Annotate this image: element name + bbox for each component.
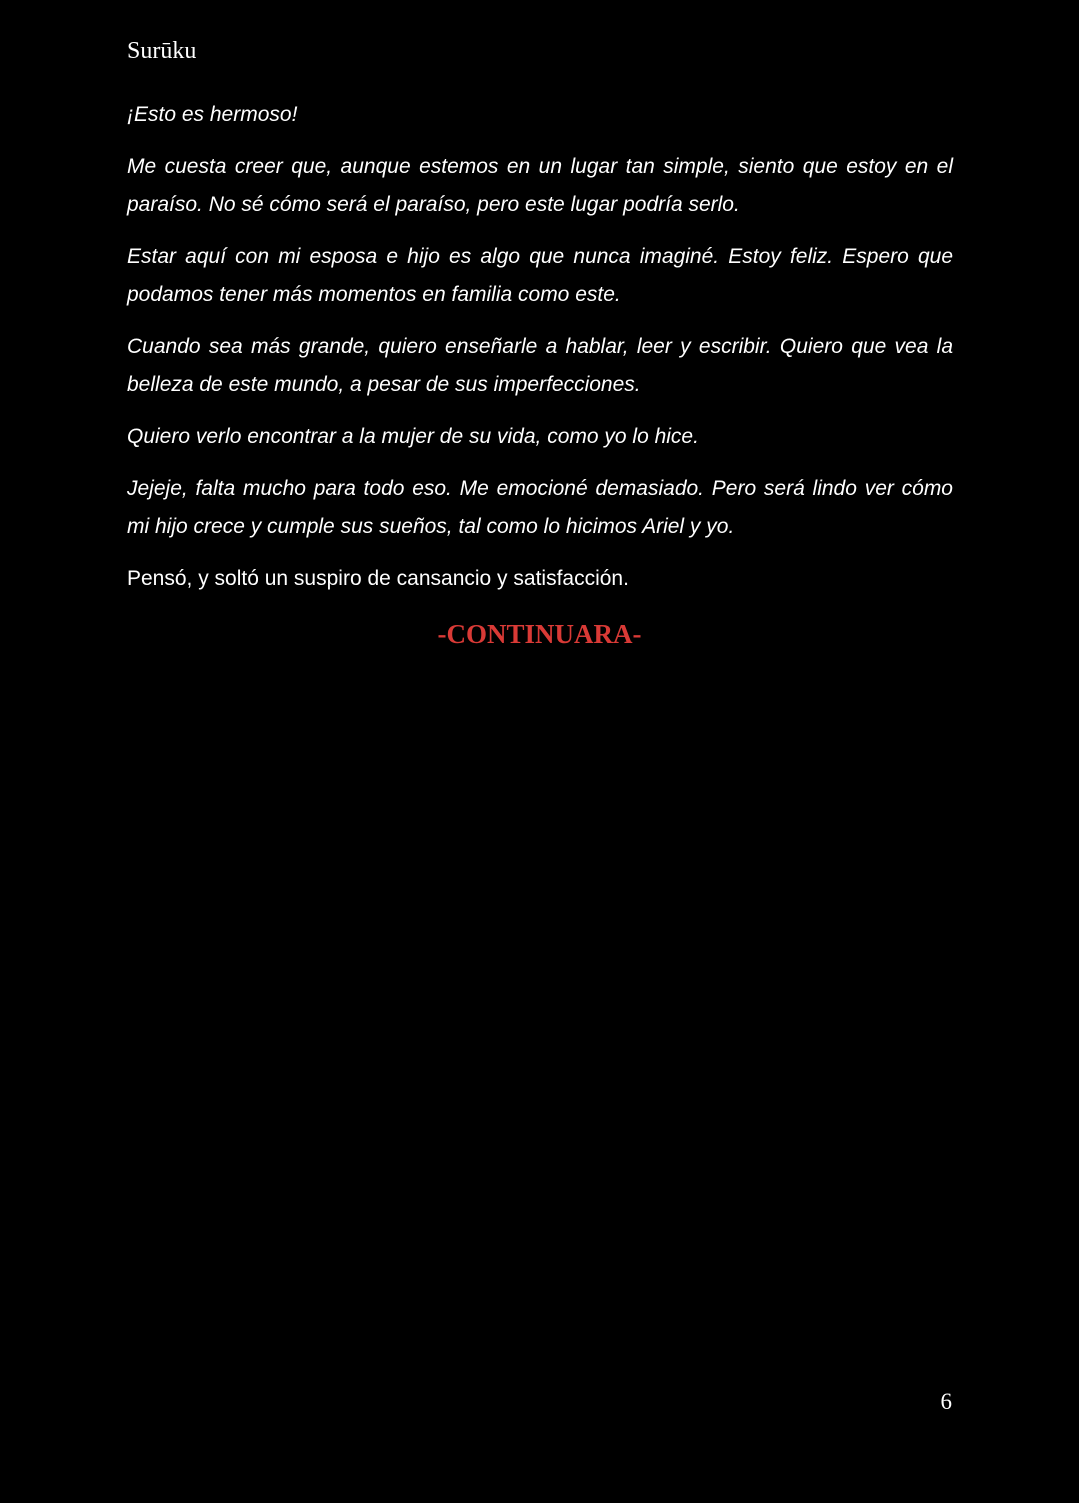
running-header-author: Surūku [127, 38, 197, 64]
page-number: 6 [940, 1389, 952, 1414]
paragraph-5: Quiero verlo encontrar a la mujer de su vida, como yo lo hice. [127, 425, 699, 448]
story-body [127, 96, 953, 612]
paragraph-3: Estar aquí con mi esposa e hijo es algo que nunca imaginé. Estoy feliz. Espero que podamos tener más momentos en familia como este. [127, 245, 953, 306]
paragraph-6: Jejeje, falta mucho para todo eso. Me emocioné demasiado. Pero será lindo ver cómo mi hijo crece y cumple sus sueños, tal como lo hicimos Ariel y yo. [127, 477, 953, 538]
paragraph-4: Cuando sea más grande, quiero enseñarle a hablar, leer y escribir. Quiero que vea la belleza de este mundo, a pesar de sus imperfecciones. [127, 335, 953, 396]
paragraph-1: ¡Esto es hermoso! [127, 103, 298, 126]
paragraph-2: Me cuesta creer que, aunque estemos en un lugar tan simple, siento que estoy en el paraíso. No sé cómo será el paraíso, pero este lugar podría serlo. [127, 155, 953, 216]
continuara-heading: -CONTINUARA- [437, 619, 642, 649]
paragraph-7: Pensó, y soltó un suspiro de cansancio y satisfacción. [127, 567, 629, 590]
